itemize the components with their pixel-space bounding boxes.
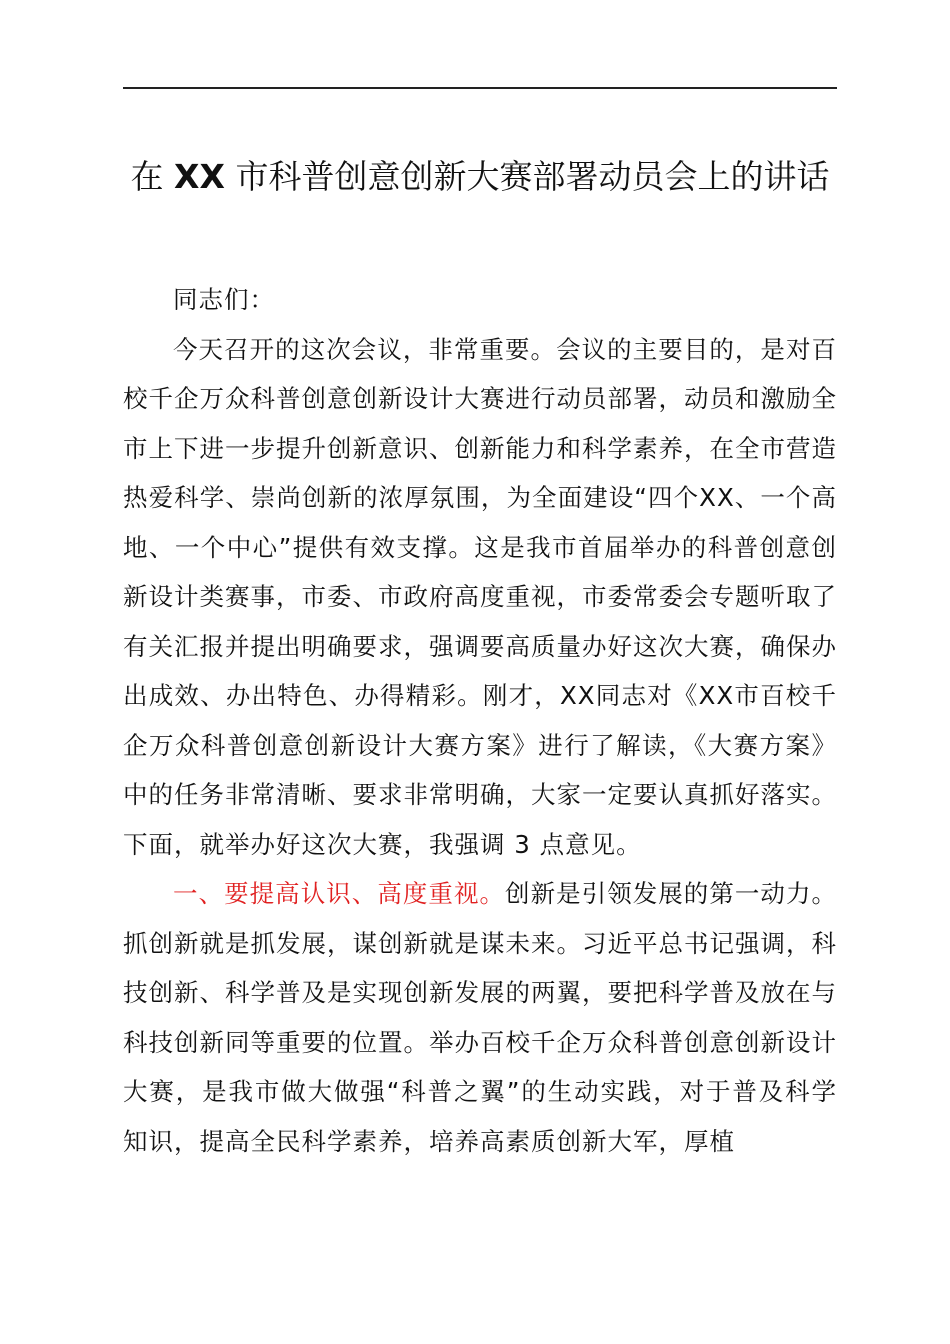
greeting: 同志们：: [173, 285, 275, 314]
title-placeholder: XX: [174, 157, 225, 196]
document-body: [123, 275, 837, 1166]
document-title: [123, 152, 837, 202]
section-heading-1: 一、要提高认识、高度重视。: [173, 879, 506, 908]
section-text-1: 创新是引领发展的第一动力。抓创新就是抓发展，谋创新就是谋未来。习近平总书记强调，科技创新、科学普及是实现创新发展的两翼，要把科学普及放在与科技创新同等重要的位置。举办百校千企万众科普创意创新设计大赛，是我市做大做强“科普之翼”的生动实践，对于普及科学知识，提高全民科学素养，培养高素质创新大军，厚植: [123, 879, 838, 1156]
paragraph-intro: 今天召开的这次会议，非常重要。会议的主要目的，是对百校千企万众科普创意创新设计大赛进行动员部署，动员和激励全市上下进一步提升创新意识、创新能力和科学素养，在全市营造热爱科学、崇尚创新的浓厚氛围，为全面建设“四个XX、一个高地、一个中心”提供有效支撑。这是我市首届举办的科普创意创新设计类赛事，市委、市政府高度重视，市委常委会专题听取了有关汇报并提出明确要求，强调要高质量办好这次大赛，确保办出成效、办出特色、办得精彩。刚才，XX同志对《XX市百校千企万众科普创意创新设计大赛方案》进行了解读，《大赛方案》中的任务非常清晰、要求非常明确，大家一定要认真抓好落实。下面，就举办好这次大赛，我强调 3 点意见。: [123, 334, 837, 859]
title-prefix: 在: [130, 157, 164, 196]
header-rule: [123, 87, 837, 89]
title-rest: 市科普创意创新大赛部署动员会上的讲话: [235, 157, 830, 196]
paragraph-section-1: [123, 869, 837, 1166]
